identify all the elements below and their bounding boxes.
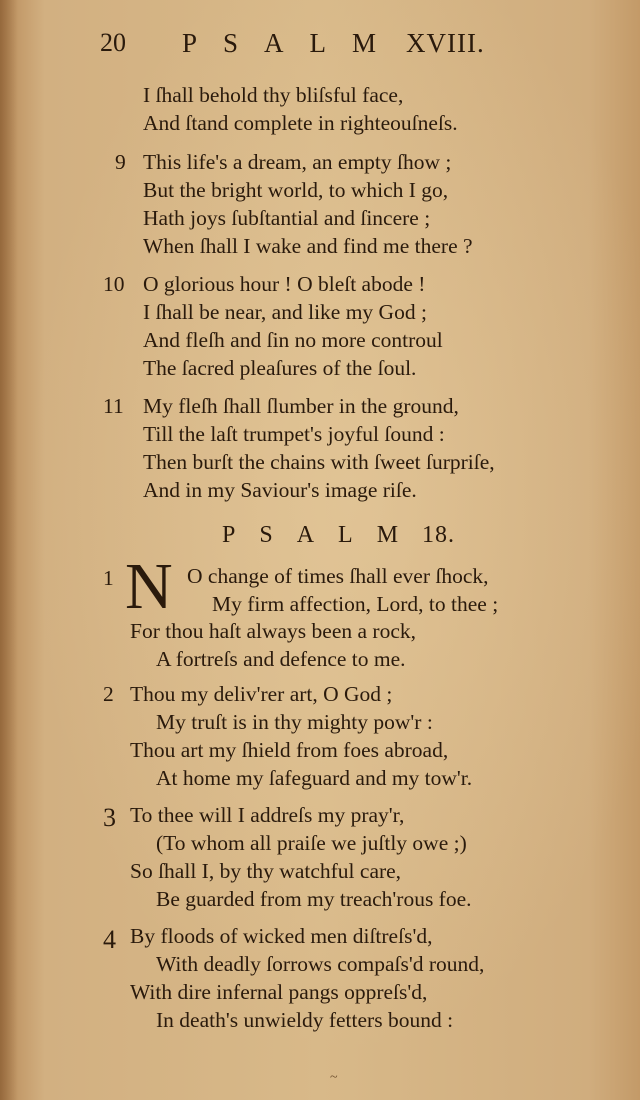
verse-line: Till the laſt trumpet's joyful ſound :	[143, 422, 445, 446]
verse-line: O change of times ſhall ever ſhock,	[187, 564, 489, 588]
verse-line: When ſhall I wake and find me there ?	[143, 234, 473, 258]
psalm-title: PSALM	[222, 522, 423, 548]
verse-line: In death's unwieldy fetters bound :	[156, 1008, 454, 1032]
verse-line: Hath joys ſubſtantial and ſincere ;	[143, 206, 431, 230]
verse-number: 11	[103, 394, 124, 418]
verse-line: I ſhall be near, and like my God ;	[143, 300, 427, 324]
running-title	[182, 28, 485, 59]
running-title-word: PSALM	[182, 28, 403, 58]
running-header	[0, 28, 640, 68]
verse-line: At home my ſafeguard and my tow'r.	[156, 766, 473, 790]
psalm-number: 18.	[422, 522, 456, 548]
verse-line: With dire infernal pangs oppreſs'd,	[130, 980, 428, 1004]
verse-line: So ſhall I, by thy watchful care,	[130, 859, 402, 883]
verse-line: Then burſt the chains with ſweet ſurpriſe,	[143, 450, 495, 474]
verse-number: 10	[103, 272, 125, 296]
verse-line: (To whom all praiſe we juſtly owe ;)	[156, 831, 467, 855]
verse-line: For thou haſt always been a rock,	[130, 619, 416, 643]
verse-line: The ſacred pleaſures of the ſoul.	[143, 356, 417, 380]
verse-line: Thou art my ſhield from foes abroad,	[130, 738, 449, 762]
verse-line: This life's a dream, an empty ſhow ;	[143, 150, 452, 174]
verse-line: And in my Saviour's image riſe.	[143, 478, 417, 502]
verse-line: Thou my deliv'rer art, O God ;	[130, 682, 393, 706]
ornament-mark: ~	[330, 1070, 338, 1085]
verse-line: And fleſh and ſin no more controul	[143, 328, 443, 352]
verse-number: 2	[103, 682, 114, 706]
verse-line: I ſhall behold thy bliſsful face,	[143, 83, 404, 107]
running-title-number: XVIII.	[406, 28, 485, 58]
verse-line: My fleſh ſhall ſlumber in the ground,	[143, 394, 459, 418]
verse-line: Be guarded from my treach'rous foe.	[156, 887, 472, 911]
verse-line: But the bright world, to which I go,	[143, 178, 449, 202]
verse-line: My firm affection, Lord, to thee ;	[212, 592, 499, 616]
verse-line: With deadly ſorrows compaſs'd round,	[156, 952, 485, 976]
verse-number: 1	[103, 566, 114, 590]
verse-number: 3	[103, 803, 116, 832]
psalm-heading	[222, 522, 455, 549]
verse-line: A fortreſs and defence to me.	[156, 647, 406, 671]
verse-line: By floods of wicked men diſtreſs'd,	[130, 924, 433, 948]
page-number: 20	[100, 28, 126, 57]
verse-line: O glorious hour ! O bleſt abode !	[143, 272, 426, 296]
verse-line: To thee will I addreſs my pray'r,	[130, 803, 405, 827]
verse-line: My truſt is in thy mighty pow'r :	[156, 710, 433, 734]
verse-number: 9	[115, 150, 126, 174]
verse-number: 4	[103, 925, 116, 954]
drop-cap: N	[125, 550, 173, 623]
verse-line: And ſtand complete in righteouſneſs.	[143, 111, 458, 135]
